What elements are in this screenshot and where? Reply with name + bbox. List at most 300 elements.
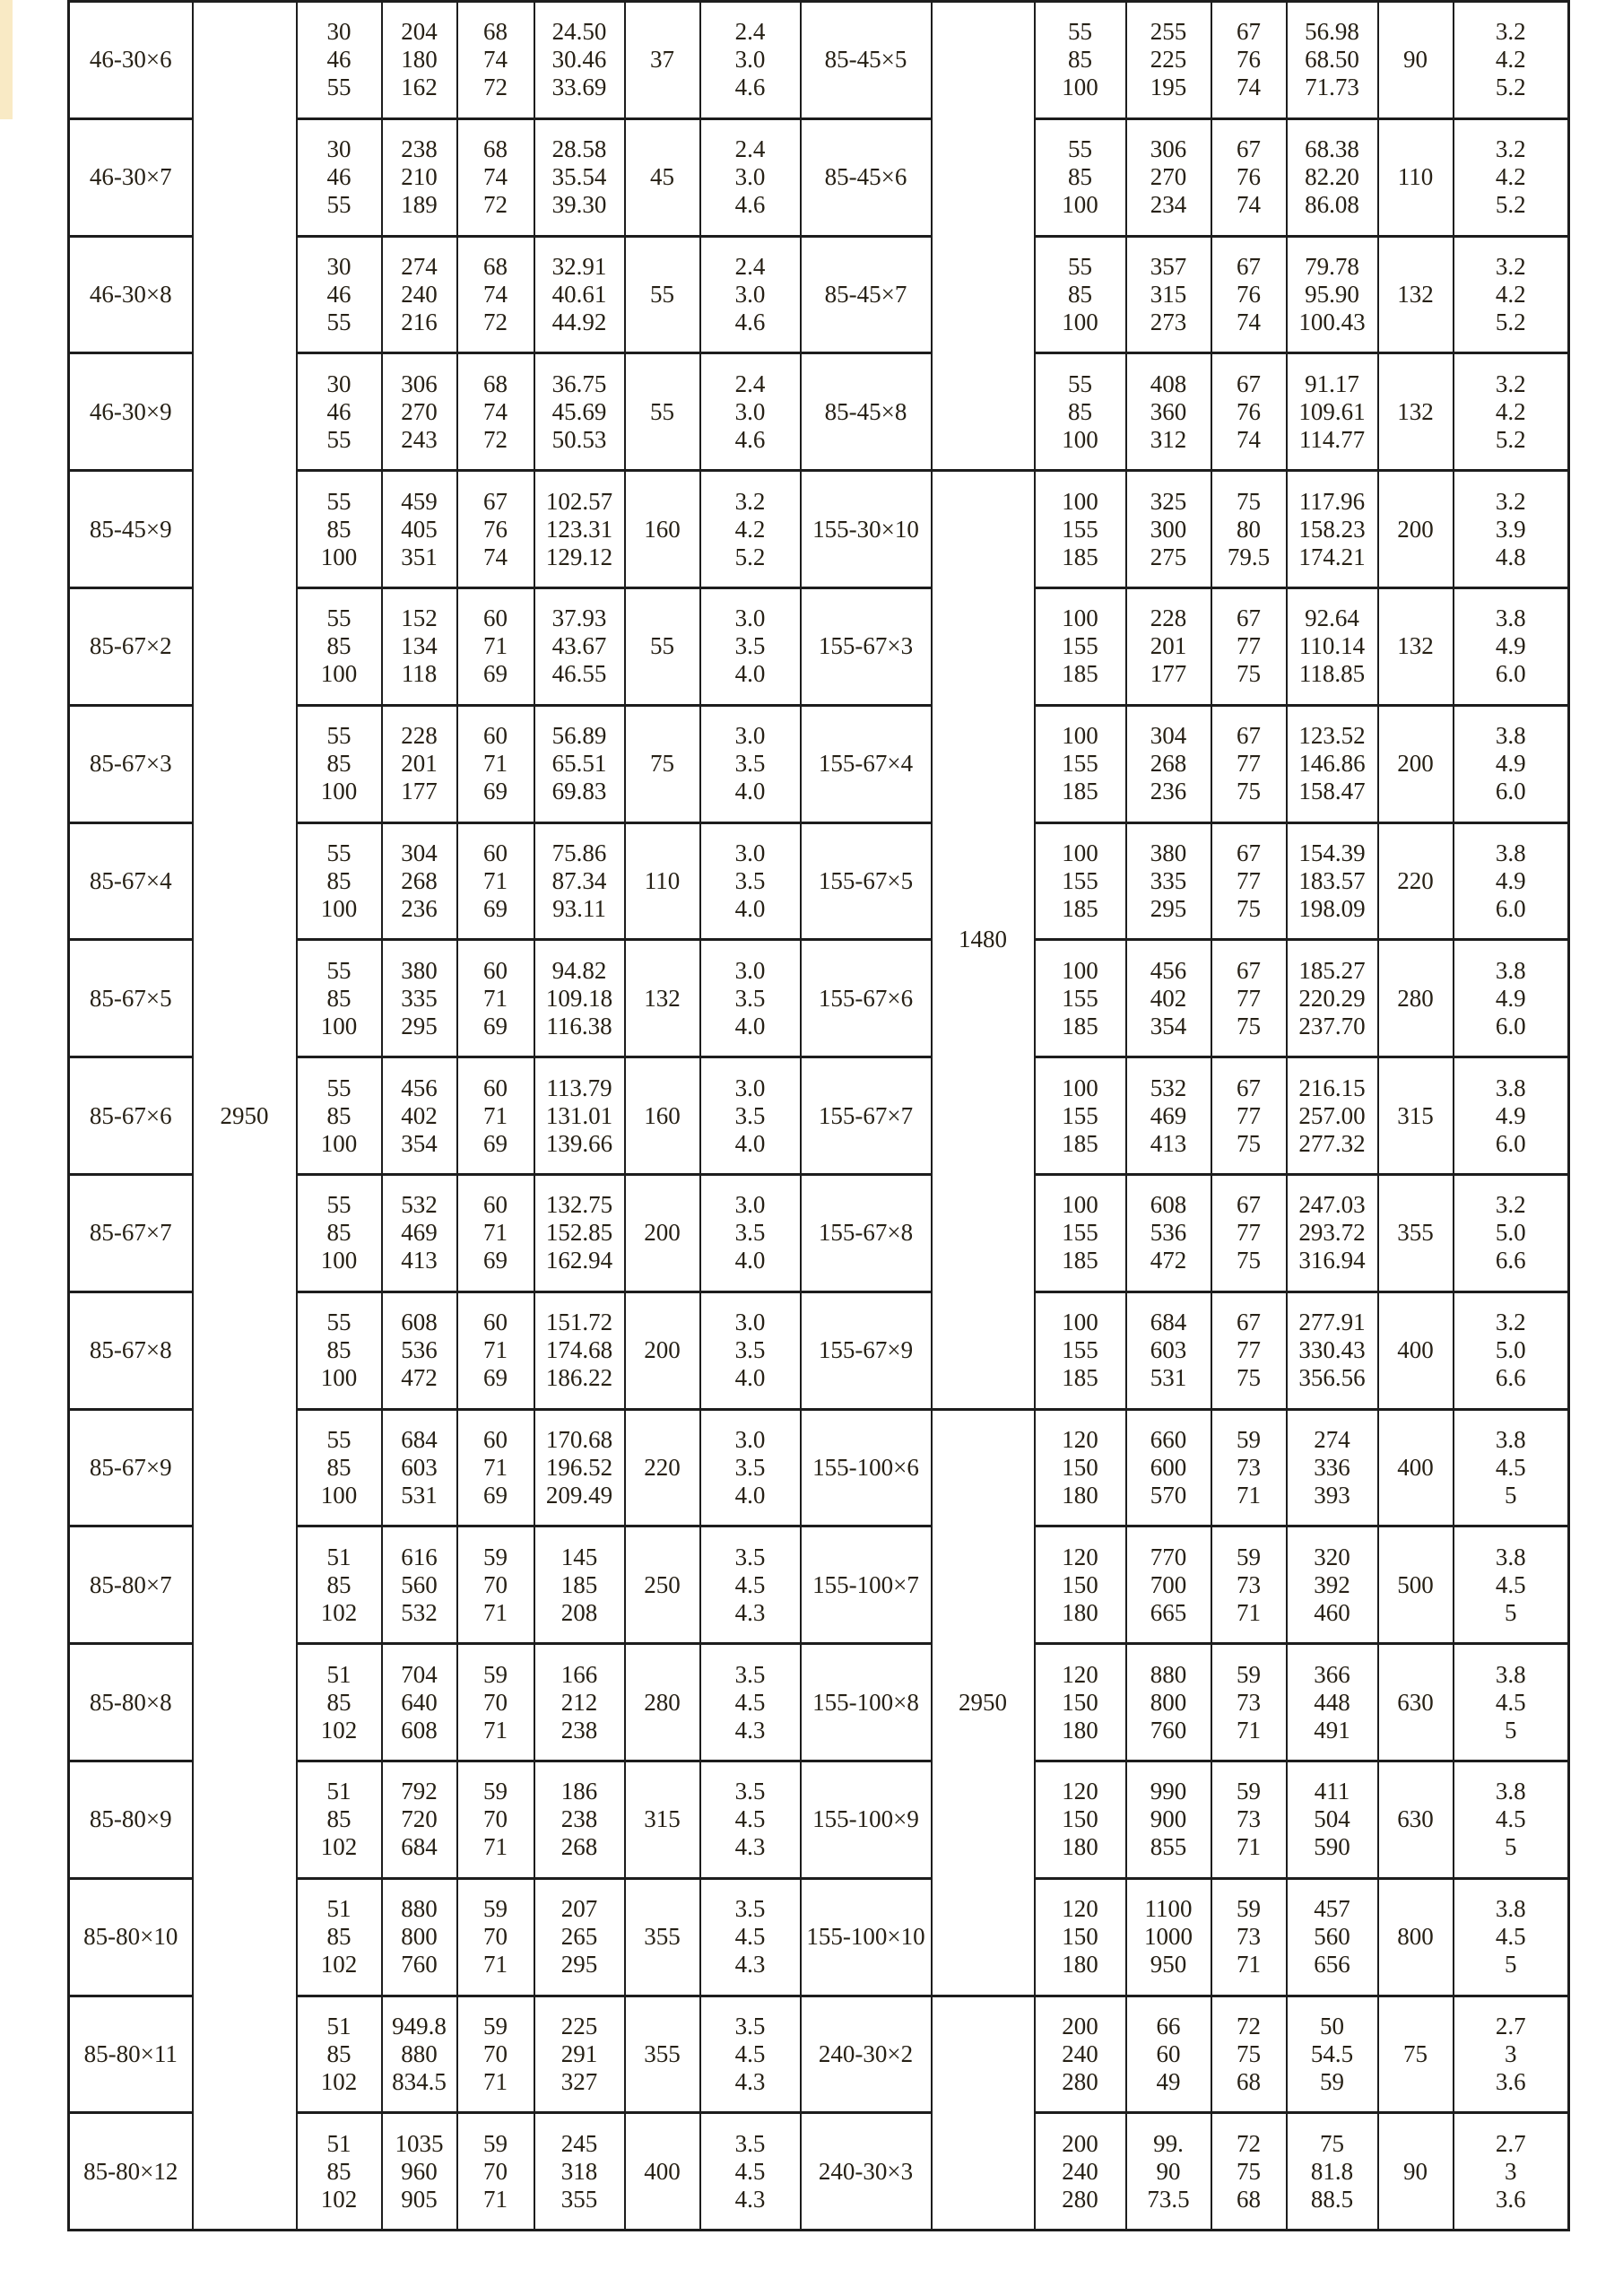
shaft-power-cell [534,1174,625,1292]
table-body [69,2,1569,2231]
value-line: 69 [483,1129,508,1157]
value-line: 100 [1062,1309,1098,1336]
model-cell: 155-100×8 [801,1644,932,1761]
value-line: 316.94 [1298,1247,1366,1274]
value-line: 4.5 [734,1570,766,1598]
value-line: 4.5 [1495,1688,1526,1716]
value-line: 69 [483,1247,508,1274]
value-line: 30 [326,252,352,280]
value-line: 59 [1237,1543,1261,1570]
value-line: 456 [401,1074,438,1101]
value-line: 70 [483,1688,508,1716]
shaft-power-cell [534,705,625,822]
value-line: 3.0 [734,1074,766,1101]
motor-power-cell: 200 [625,1292,700,1409]
speed-cell [932,2,1035,471]
value-line: 360 [1150,397,1187,425]
motor-power-cell: 200 [1378,705,1454,822]
value-line: 3.0 [734,1191,766,1219]
npsh-cell [700,1174,801,1292]
npsh-cell [1454,353,1569,471]
value-line: 177 [1150,660,1187,688]
head-cell [1126,1409,1211,1526]
value-line: 73 [1237,1688,1261,1716]
value-line: 720 [401,1805,438,1833]
value-line: 75 [1237,2157,1261,2185]
head-cell [1126,1057,1211,1175]
value-line: 51 [326,2129,352,2157]
model-cell: 85-45×8 [801,353,932,471]
value-line: 4.0 [734,1481,766,1509]
motor-power-cell: 132 [1378,353,1454,471]
value-line: 154.39 [1298,839,1366,866]
value-line: 85 [326,1570,352,1598]
value-line: 180 [1062,1951,1098,1979]
value-line: 4.3 [734,1951,766,1979]
value-line: 79.5 [1227,543,1271,570]
shaft-power-cell [1287,1996,1378,2113]
value-line: 174.21 [1298,543,1366,570]
value-line: 55 [1068,252,1092,280]
value-line: 3.8 [1495,604,1526,632]
value-line: 684 [401,1833,438,1861]
value-line: 354 [401,1129,438,1157]
value-line: 45.69 [551,397,607,425]
value-line: 85 [326,2039,352,2067]
value-line: 118.85 [1298,660,1366,688]
value-line: 55 [1068,135,1092,163]
efficiency-cell [457,1761,534,1878]
flow-cell [297,471,382,588]
value-line: 100 [320,1481,358,1509]
motor-power-cell: 355 [625,1878,700,1996]
flow-cell [1035,1878,1126,1996]
shaft-power-cell [1287,822,1378,940]
value-line: 220.29 [1298,984,1366,1012]
value-line: 72 [483,425,508,453]
value-line: 5 [1505,1716,1517,1744]
efficiency-cell [1211,1761,1287,1878]
value-line: 150 [1062,1923,1098,1951]
npsh-cell [700,705,801,822]
head-cell [1126,940,1211,1057]
value-line: 216 [401,308,438,335]
value-line: 46.55 [551,660,607,688]
value-line: 100 [1062,604,1098,632]
shaft-power-cell [1287,1174,1378,1292]
value-line: 70 [483,1570,508,1598]
head-cell [1126,705,1211,822]
value-line: 76 [1237,280,1261,308]
value-line: 185 [1062,1129,1098,1157]
shaft-power-cell [534,822,625,940]
shaft-power-cell [534,1292,625,1409]
npsh-cell [700,1526,801,1644]
value-line: 491 [1314,1716,1350,1744]
value-line: 55 [326,1074,352,1101]
value-line: 295 [560,1951,598,1979]
shaft-power-cell [1287,1878,1378,1996]
value-line: 60 [483,839,508,866]
value-line: 51 [326,1895,352,1923]
value-line: 880 [401,1895,438,1923]
value-line: 185 [560,1570,598,1598]
value-line: 228 [401,722,438,750]
shaft-power-cell [534,353,625,471]
value-line: 4.6 [734,74,766,101]
value-line: 39.30 [551,191,607,219]
value-line: 55 [326,74,352,101]
motor-power-cell: 45 [625,118,700,236]
shaft-power-cell [534,587,625,705]
value-line: 393 [1314,1481,1350,1509]
value-line: 560 [401,1570,438,1598]
value-line: 100 [320,1012,358,1039]
npsh-cell [700,353,801,471]
value-line: 75.86 [551,839,607,866]
efficiency-cell [1211,2113,1287,2231]
value-line: 59 [483,1543,508,1570]
value-line: 236 [1150,778,1187,805]
value-line: 74 [483,163,508,191]
value-line: 79.78 [1305,252,1359,280]
value-line: 67 [1237,604,1261,632]
value-line: 240 [1062,2157,1098,2185]
npsh-cell [700,1057,801,1175]
value-line: 77 [1237,750,1261,778]
efficiency-cell [457,1878,534,1996]
value-line: 243 [401,425,438,453]
value-line: 277.91 [1298,1309,1366,1336]
value-line: 102 [320,1716,358,1744]
value-line: 71 [483,1101,508,1129]
value-line: 4.3 [734,2067,766,2095]
npsh-cell [1454,1526,1569,1644]
motor-power-cell: 400 [625,2113,700,2231]
head-cell [1126,2,1211,119]
value-line: 75 [1237,778,1261,805]
value-line: 335 [401,984,438,1012]
head-cell [1126,1292,1211,1409]
value-line: 3.5 [734,1660,766,1688]
shaft-power-cell [534,1878,625,1996]
value-line: 3.5 [734,2012,766,2039]
value-line: 109.61 [1298,397,1366,425]
value-line: 351 [401,543,438,570]
head-cell [382,587,457,705]
npsh-cell [1454,118,1569,236]
value-line: 155 [1062,515,1098,543]
value-line: 277.32 [1298,1129,1366,1157]
value-line: 155 [1062,984,1098,1012]
value-line: 77 [1237,1101,1261,1129]
value-line: 100 [1062,839,1098,866]
efficiency-cell [457,1644,534,1761]
shaft-power-cell [1287,940,1378,1057]
motor-power-cell: 90 [1378,2,1454,119]
efficiency-cell [457,1996,534,2113]
value-line: 60 [483,1425,508,1453]
value-line: 459 [401,487,438,515]
model-cell: 85-80×8 [69,1644,193,1761]
value-line: 35.54 [551,163,607,191]
value-line: 71.73 [1305,74,1359,101]
model-cell: 155-100×9 [801,1761,932,1878]
efficiency-cell [1211,1526,1287,1644]
value-line: 5.2 [1495,191,1526,219]
value-line: 880 [1150,1660,1187,1688]
value-line: 185 [1062,778,1098,805]
model-cell: 85-67×3 [69,705,193,822]
value-line: 67 [1237,18,1261,46]
head-cell [382,2,457,119]
value-line: 60 [483,1191,508,1219]
value-line: 162.94 [545,1247,613,1274]
value-line: 3.5 [734,866,766,894]
value-line: 327 [560,2067,598,2095]
value-line: 960 [401,2157,438,2185]
npsh-cell [1454,940,1569,1057]
value-line: 413 [401,1247,438,1274]
motor-power-cell: 75 [1378,1996,1454,2113]
shaft-power-cell [1287,353,1378,471]
model-cell: 85-67×6 [69,1057,193,1175]
value-line: 855 [1150,1833,1187,1861]
value-line: 85 [326,1688,352,1716]
value-line: 77 [1237,1219,1261,1247]
value-line: 120 [1062,1543,1098,1570]
value-line: 225 [1150,46,1187,74]
value-line: 3.0 [734,46,766,74]
efficiency-cell [457,822,534,940]
value-line: 94.82 [551,956,607,984]
model-cell: 85-80×10 [69,1878,193,1996]
shaft-power-cell [1287,1292,1378,1409]
value-line: 55 [1068,18,1092,46]
motor-power-cell: 500 [1378,1526,1454,1644]
value-line: 71 [483,866,508,894]
value-line: 73 [1237,1923,1261,1951]
value-line: 247.03 [1298,1191,1366,1219]
value-line: 504 [1314,1805,1350,1833]
value-line: 100 [320,543,358,570]
value-line: 118 [401,660,438,688]
model-cell: 46-30×7 [69,118,193,236]
value-line: 70 [483,2157,508,2185]
value-line: 155 [1062,1336,1098,1364]
value-line: 116.38 [546,1012,612,1039]
value-line: 74 [483,280,508,308]
model-cell: 85-67×8 [69,1292,193,1409]
value-line: 3.5 [734,984,766,1012]
head-cell [382,471,457,588]
value-line: 85 [326,632,352,660]
value-line: 293.72 [1298,1219,1366,1247]
value-line: 56.89 [551,722,607,750]
value-line: 76 [1237,163,1261,191]
value-line: 3.9 [1495,515,1526,543]
npsh-cell [700,471,801,588]
value-line: 51 [326,1778,352,1805]
value-line: 150 [1062,1570,1098,1598]
value-line: 75 [1237,1129,1261,1157]
value-line: 77 [1237,632,1261,660]
npsh-cell [1454,1292,1569,1409]
value-line: 51 [326,2012,352,2039]
value-line: 608 [401,1309,438,1336]
value-line: 55 [326,604,352,632]
motor-power-cell: 630 [1378,1761,1454,1878]
value-line: 37.93 [551,604,607,632]
value-line: 77 [1237,866,1261,894]
value-line: 603 [401,1453,438,1481]
value-line: 60 [483,722,508,750]
value-line: 180 [1062,1598,1098,1626]
value-line: 4.2 [734,515,766,543]
efficiency-cell [1211,1996,1287,2113]
value-line: 201 [1150,632,1187,660]
value-line: 55 [326,308,352,335]
value-line: 336 [1314,1453,1350,1481]
flow-cell [297,1526,382,1644]
value-line: 67 [1237,956,1261,984]
motor-power-cell: 220 [1378,822,1454,940]
npsh-cell [700,1644,801,1761]
value-line: 72 [1237,2012,1261,2039]
value-line: 46 [326,46,352,74]
flow-cell [297,1057,382,1175]
value-line: 68 [483,252,508,280]
model-cell: 155-67×6 [801,940,932,1057]
value-line: 209.49 [545,1481,613,1509]
model-cell: 155-67×7 [801,1057,932,1175]
motor-power-cell: 160 [625,471,700,588]
value-line: 270 [401,397,438,425]
value-line: 76 [1237,397,1261,425]
value-line: 174.68 [545,1336,613,1364]
model-cell: 155-100×6 [801,1409,932,1526]
value-line: 228 [1150,604,1187,632]
head-cell [1126,1761,1211,1878]
motor-power-cell: 37 [625,2,700,119]
value-line: 255 [1150,18,1187,46]
model-cell: 85-67×7 [69,1174,193,1292]
model-cell: 85-45×9 [69,471,193,588]
value-line: 73 [1237,1453,1261,1481]
value-line: 60 [483,956,508,984]
value-line: 102 [320,2185,358,2213]
value-line: 55 [326,1425,352,1453]
efficiency-cell [1211,353,1287,471]
value-line: 69 [483,778,508,805]
value-line: 237.70 [1298,1012,1366,1039]
value-line: 185 [1062,894,1098,922]
value-line: 185.27 [1298,956,1366,984]
value-line: 71 [483,1598,508,1626]
value-line: 656 [1314,1951,1350,1979]
value-line: 4.5 [734,1688,766,1716]
npsh-cell [1454,822,1569,940]
value-line: 74 [1237,74,1261,101]
npsh-cell [700,1996,801,2113]
efficiency-cell [1211,1878,1287,1996]
value-line: 85 [326,1101,352,1129]
value-line: 113.79 [546,1074,612,1101]
value-line: 120 [1062,1660,1098,1688]
value-line: 4.9 [1495,984,1526,1012]
efficiency-cell [457,118,534,236]
model-cell: 85-80×12 [69,2113,193,2231]
model-cell: 155-30×10 [801,471,932,588]
value-line: 74 [483,543,508,570]
value-line: 200 [1062,2012,1098,2039]
value-line: 75 [1237,1012,1261,1039]
value-line: 380 [401,956,438,984]
value-line: 67 [1237,1191,1261,1219]
value-line: 5 [1505,1833,1517,1861]
flow-cell [297,1878,382,1996]
value-line: 3.8 [1495,1660,1526,1688]
value-line: 1000 [1144,1923,1193,1951]
value-line: 75 [1237,660,1261,688]
value-line: 603 [1150,1336,1187,1364]
value-line: 4.3 [734,2185,766,2213]
value-line: 3.5 [734,1101,766,1129]
value-line: 86.08 [1305,191,1359,219]
model-cell: 85-80×11 [69,1996,193,2113]
value-line: 700 [1150,1570,1187,1598]
efficiency-cell [457,2113,534,2231]
value-line: 4.5 [734,1923,766,1951]
efficiency-cell [457,236,534,353]
value-line: 3.2 [1495,135,1526,163]
value-line: 71 [483,1453,508,1481]
value-line: 59 [1237,1660,1261,1688]
speed-cell: 2950 [193,2,297,2231]
value-line: 274 [1314,1425,1350,1453]
shaft-power-cell [534,1057,625,1175]
value-line: 74 [1237,308,1261,335]
value-line: 3.8 [1495,839,1526,866]
motor-power-cell: 220 [625,1409,700,1526]
efficiency-cell [1211,1292,1287,1409]
efficiency-cell [457,353,534,471]
value-line: 102.57 [545,487,613,515]
motor-power-cell: 200 [625,1174,700,1292]
efficiency-cell [457,1057,534,1175]
value-line: 195 [1150,74,1187,101]
value-line: 1035 [395,2129,444,2157]
value-line: 225 [560,2012,598,2039]
value-line: 236 [401,894,438,922]
npsh-cell [700,1292,801,1409]
value-line: 91.17 [1305,370,1359,397]
value-line: 75 [1320,2129,1344,2157]
value-line: 68.50 [1305,46,1359,74]
value-line: 152.85 [545,1219,613,1247]
value-line: 74 [483,46,508,74]
value-line: 608 [1150,1191,1187,1219]
npsh-cell [1454,1644,1569,1761]
value-line: 3.5 [734,750,766,778]
value-line: 3.5 [734,1453,766,1481]
value-line: 85 [326,1219,352,1247]
value-line: 59 [1237,1895,1261,1923]
model-cell: 46-30×8 [69,236,193,353]
value-line: 75 [1237,2039,1261,2067]
value-line: 85 [1068,280,1092,308]
value-line: 268 [560,1833,598,1861]
